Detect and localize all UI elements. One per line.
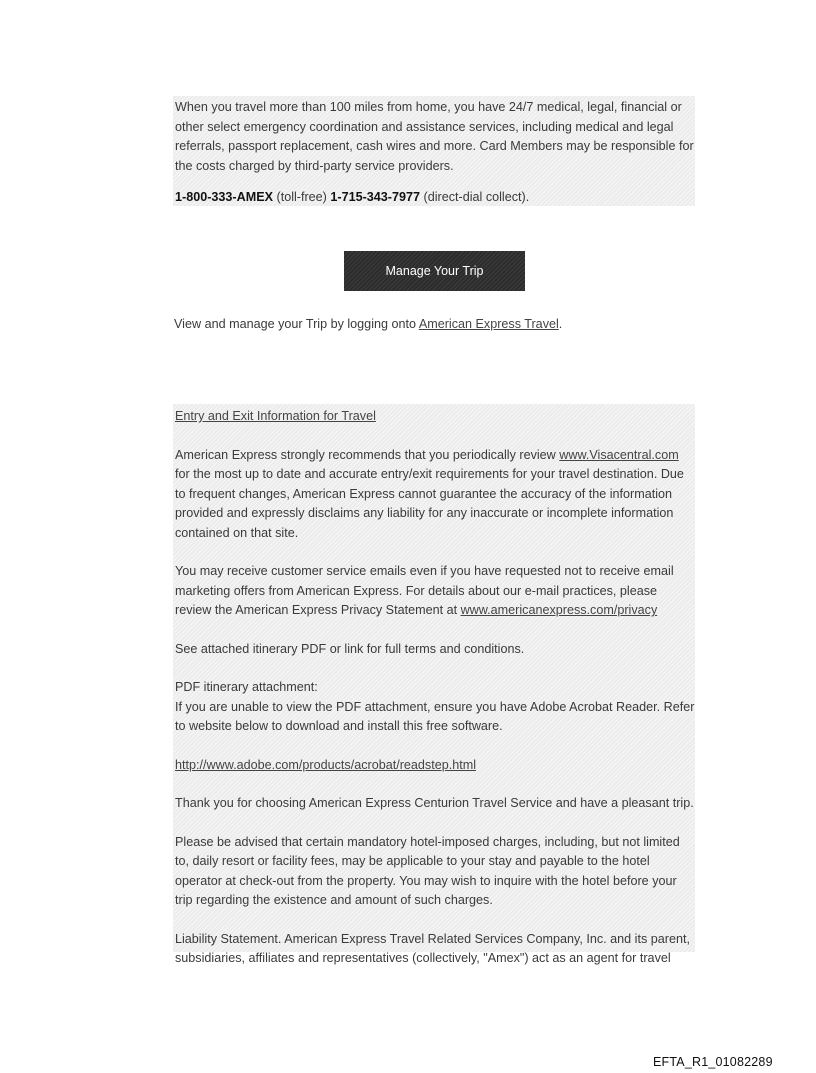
manage-suffix: . — [558, 317, 563, 331]
hotel-charges-paragraph: Please be advised that certain mandatory hotel-imposed charges, including, but not limited to, daily resort or facility fees, may be applicable to your stay and payable to the hotel operator at check-out from the property. You may wish to inquire with the hotel before your trip regarding the existence and amount of such charges. — [175, 834, 680, 907]
liability-paragraph: Liability Statement. American Express Travel Related Services Company, Inc. and its parent, subsidiaries, affiliates and representatives (collectively, "Amex") act as an agent for travel — [175, 931, 690, 965]
visacentral-text-b: for the most up to date and accurate entry/exit requirements for your travel destination. Due to frequent changes, American Express cannot guarantee the accuracy of the information provided and expressly disclaims any liability for any inaccurate or incomplete information contained on that site. — [175, 467, 684, 540]
pdf-attachment-text: If you are unable to view the PDF attachment, ensure you have Adobe Acrobat Reader. Refer to website below to download and install this free software. — [175, 699, 695, 733]
tollfree-label: (toll-free) — [276, 190, 327, 204]
visacentral-link[interactable]: www.Visacentral.com — [559, 447, 679, 462]
american-express-travel-link[interactable]: American Express Travel — [418, 317, 559, 331]
visacentral-paragraph — [175, 446, 695, 544]
phone-tollfree: 1-800-333-AMEX — [175, 190, 273, 204]
emergency-assistance-section — [173, 96, 695, 206]
entry-exit-info-link[interactable]: Entry and Exit Information for Travel — [175, 409, 376, 423]
visacentral-text-a: American Express strongly recommends that you periodically review — [175, 447, 560, 462]
privacy-text: You may receive customer service emails even if you have requested not to receive email marketing offers from American Express. For details about our e-mail practices, please review the American Express Privacy Statement at — [175, 564, 674, 617]
travel-information-section — [173, 404, 695, 965]
document-id: EFTA_R1_01082289 — [653, 1055, 773, 1069]
thank-you-paragraph: Thank you for choosing American Express Centurion Travel Service and have a pleasant trip. — [175, 796, 694, 810]
privacy-paragraph — [175, 562, 695, 621]
emergency-text: When you travel more than 100 miles from home, you have 24/7 medical, legal, financial or other select emergency coordination and assistance services, including medical and legal referrals, passport replacement, cash wires and more. Card Members may be responsible for the costs charged by third-party service providers. — [175, 100, 694, 173]
manage-trip-text — [174, 315, 562, 334]
manage-your-trip-button[interactable]: Manage Your Trip — [344, 251, 525, 291]
manage-prefix: View and manage your Trip by logging onto — [174, 317, 419, 331]
direct-label: (direct-dial collect). — [423, 190, 530, 204]
adobe-download-link[interactable]: http://www.adobe.com/products/acrobat/readstep.html — [175, 757, 477, 772]
terms-paragraph: See attached itinerary PDF or link for full terms and conditions. — [175, 641, 525, 656]
phone-direct: 1-715-343-7977 — [330, 190, 421, 204]
privacy-link[interactable]: www.americanexpress.com/privacy — [460, 603, 658, 617]
pdf-attachment-heading: PDF itinerary attachment: — [175, 680, 318, 694]
emergency-phone-line — [175, 188, 695, 208]
